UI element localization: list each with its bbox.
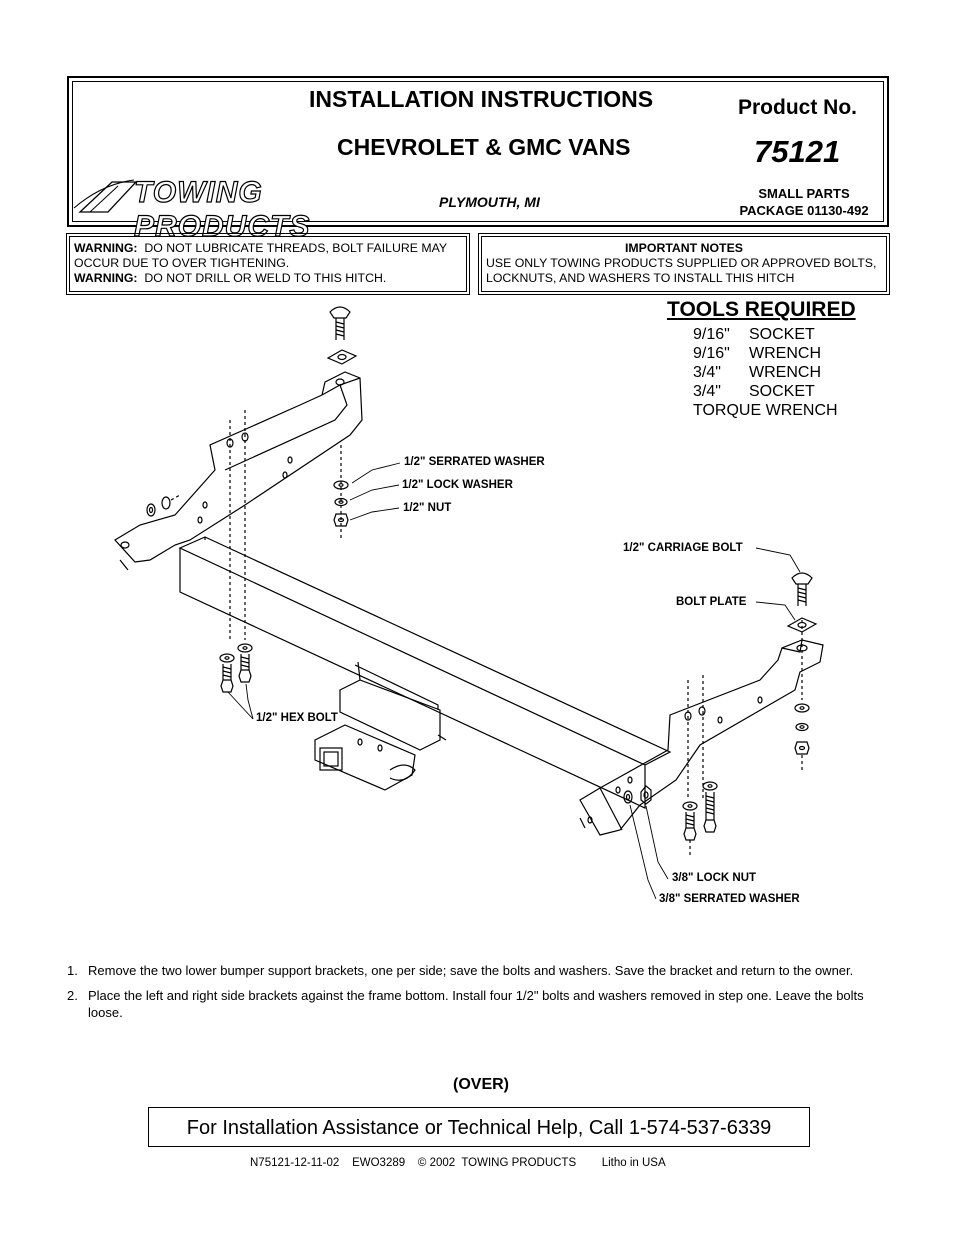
step-item: 2. Place the left and right side brackets against the frame bottom. Install four 1/2" bolts and washers removed in step one. Leave the bolts loose. xyxy=(67,988,864,1020)
steps-list xyxy=(67,962,887,1021)
lock-nut-38-icon xyxy=(624,786,651,804)
washer-nut-stack-icon xyxy=(334,445,348,540)
tools-title: TOOLS REQUIRED xyxy=(667,298,856,321)
small-parts-package xyxy=(724,185,884,219)
over-note: (OVER) xyxy=(453,1076,509,1093)
warning-1-label: WARNING: xyxy=(74,241,138,255)
label-carriage-bolt: 1/2" CARRIAGE BOLT xyxy=(623,542,743,554)
tool-item: 3/4" WRENCH xyxy=(693,364,821,381)
hitch-diagram xyxy=(0,295,954,915)
notes-text: USE ONLY TOWING PRODUCTS SUPPLIED OR APPROVED BOLTS, LOCKNUTS, AND WASHERS TO INSTALL THIS HITCH xyxy=(486,256,877,285)
doc-title: INSTALLATION INSTRUCTIONS xyxy=(309,86,654,112)
label-serrated-washer-38: 3/8" SERRATED WASHER xyxy=(659,893,800,905)
warning-2-label: WARNING: xyxy=(74,271,138,285)
bolt-plate-left-icon xyxy=(328,350,356,364)
left-bracket xyxy=(115,372,362,640)
label-serrated-washer: 1/2" SERRATED WASHER xyxy=(404,456,545,468)
product-number: 75121 xyxy=(754,134,841,169)
warning-1 xyxy=(74,241,462,271)
city: PLYMOUTH, MI xyxy=(439,194,540,210)
hex-bolts-left-icon xyxy=(220,644,252,692)
tool-item: 3/4" SOCKET xyxy=(693,383,815,400)
warning-2 xyxy=(74,271,462,286)
carriage-bolt-right-icon xyxy=(792,573,812,606)
leader-lines xyxy=(228,463,800,899)
receiver-tube xyxy=(315,662,446,790)
tool-item: TORQUE WRENCH xyxy=(693,402,838,419)
label-bolt-plate: BOLT PLATE xyxy=(676,596,747,608)
small-parts-line2: PACKAGE 01130-492 xyxy=(739,203,869,218)
small-parts-line1: SMALL PARTS xyxy=(758,186,850,201)
product-label: Product No. xyxy=(738,96,857,119)
label-lock-nut: 3/8" LOCK NUT xyxy=(672,872,757,884)
label-lock-washer: 1/2" LOCK WASHER xyxy=(402,479,513,491)
washer-stack-left-icon xyxy=(147,495,180,516)
logo-text: TOWING PRODUCTS xyxy=(134,176,311,243)
carriage-bolt-left-icon xyxy=(330,307,350,340)
footer-text: N75121-12-11-02 EWO3289 © 2002 TOWING PRODUCTS Litho in USA xyxy=(250,1157,666,1169)
notes-box xyxy=(478,233,890,295)
warning-box xyxy=(66,233,470,295)
warning-1-text: DO NOT LUBRICATE THREADS, BOLT FAILURE MAY OCCUR DUE TO OVER TIGHTENING. xyxy=(74,241,447,270)
step-item: 1. Remove the two lower bumper support brackets, one per side; save the bolts and washers. Save the bracket and return to the owner. xyxy=(67,963,854,978)
cross-tube xyxy=(180,537,670,808)
notes-title: IMPORTANT NOTES xyxy=(625,241,743,255)
tool-item: 9/16" SOCKET xyxy=(693,326,815,343)
doc-subtitle: CHEVROLET & GMC VANS xyxy=(337,134,631,160)
hex-bolts-right-icon xyxy=(683,782,717,855)
tool-item: 9/16" WRENCH xyxy=(693,345,821,362)
label-nut: 1/2" NUT xyxy=(403,502,452,514)
help-box: For Installation Assistance or Technical Help, Call 1-574-537-6339 xyxy=(148,1107,810,1147)
label-hex-bolt: 1/2" HEX BOLT xyxy=(256,712,338,724)
washer-nut-stack-right-icon xyxy=(795,704,809,770)
warning-2-text: DO NOT DRILL OR WELD TO THIS HITCH. xyxy=(144,271,387,285)
